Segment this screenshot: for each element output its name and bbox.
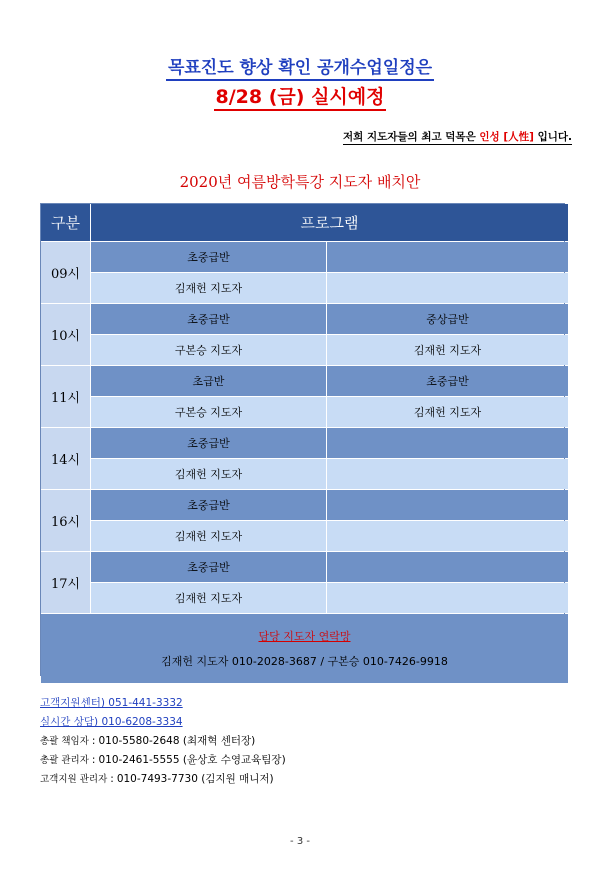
schedule-title: 2020년 여름방학특강 지도자 배치안 bbox=[179, 173, 421, 191]
program-cell: 초중급반 bbox=[91, 304, 326, 334]
realtime-consult-link[interactable]: 실시간 상담) 010-6208-3334 bbox=[40, 716, 183, 728]
program-cell: 중상급반 bbox=[327, 304, 568, 334]
contact-footer-title: 담당 지도자 연락망 bbox=[258, 630, 351, 643]
program-cell: 초중급반 bbox=[91, 490, 326, 520]
time-cell: 09시 bbox=[41, 242, 90, 303]
time-cell: 17시 bbox=[41, 552, 90, 613]
program-cell: 초중급반 bbox=[91, 552, 326, 582]
contact-list bbox=[40, 694, 286, 789]
contact-footer-numbers: 김재헌 지도자 010-2028-3687 / 구본승 010-7426-9918 bbox=[161, 655, 448, 668]
program-cell bbox=[327, 242, 568, 272]
support-center-link[interactable]: 고객지원센터) 051-441-3332 bbox=[40, 697, 183, 709]
notice-date-text: 8/28 (금) 실시예정 bbox=[214, 86, 387, 111]
teacher-cell: 김재헌 지도자 bbox=[91, 521, 326, 551]
contact-value: 010-2461-5555 (윤상호 수영교육팀장) bbox=[98, 754, 286, 766]
program-cell: 초급반 bbox=[91, 366, 326, 396]
notice-date bbox=[0, 82, 600, 109]
notice-title bbox=[0, 53, 600, 78]
header-time: 구분 bbox=[41, 204, 90, 241]
program-cell bbox=[327, 490, 568, 520]
time-cell: 11시 bbox=[41, 366, 90, 427]
teacher-cell: 김재헌 지도자 bbox=[91, 273, 326, 303]
contact-value: 010-5580-2648 (최재혁 센터장) bbox=[98, 735, 256, 747]
teacher-cell bbox=[327, 583, 568, 613]
time-cell: 16시 bbox=[41, 490, 90, 551]
virtue-note-highlight: 인성 [人性] bbox=[479, 131, 534, 143]
virtue-note bbox=[343, 131, 572, 145]
page-number: - 3 - bbox=[290, 836, 310, 847]
teacher-cell: 김재헌 지도자 bbox=[91, 583, 326, 613]
notice-title-text: 목표진도 향상 확인 공개수업일정은 bbox=[166, 58, 434, 81]
program-cell: 초중급반 bbox=[91, 428, 326, 458]
virtue-note-suffix: 입니다. bbox=[533, 131, 572, 143]
teacher-cell bbox=[327, 459, 568, 489]
schedule-table bbox=[40, 203, 565, 676]
teacher-cell: 구본승 지도자 bbox=[91, 397, 326, 427]
contact-footer bbox=[41, 614, 568, 683]
teacher-cell: 김재헌 지도자 bbox=[91, 459, 326, 489]
program-cell bbox=[327, 428, 568, 458]
teacher-cell: 김재헌 지도자 bbox=[327, 397, 568, 427]
program-cell bbox=[327, 552, 568, 582]
contact-line: 총괄 책임자 : 010-5580-2648 (최재혁 센터장) bbox=[40, 732, 286, 751]
contact-line: 고객지원 관리자 : 010-7493-7730 (김지원 매니저) bbox=[40, 770, 286, 789]
contact-label: 총괄 관리자 bbox=[40, 755, 89, 766]
header-program: 프로그램 bbox=[91, 204, 568, 241]
program-cell: 초중급반 bbox=[327, 366, 568, 396]
teacher-cell bbox=[327, 273, 568, 303]
contact-value: 010-7493-7730 (김지원 매니저) bbox=[116, 773, 274, 785]
virtue-note-prefix: 저희 지도자들의 최고 덕목은 bbox=[343, 131, 480, 143]
teacher-cell bbox=[327, 521, 568, 551]
contact-line: 총괄 관리자 : 010-2461-5555 (윤상호 수영교육팀장) bbox=[40, 751, 286, 770]
contact-label: 고객지원 관리자 bbox=[40, 774, 108, 785]
time-cell: 10시 bbox=[41, 304, 90, 365]
teacher-cell: 구본승 지도자 bbox=[91, 335, 326, 365]
time-cell: 14시 bbox=[41, 428, 90, 489]
program-cell: 초중급반 bbox=[91, 242, 326, 272]
teacher-cell: 김재헌 지도자 bbox=[327, 335, 568, 365]
contact-label: 총괄 책임자 bbox=[40, 736, 89, 747]
